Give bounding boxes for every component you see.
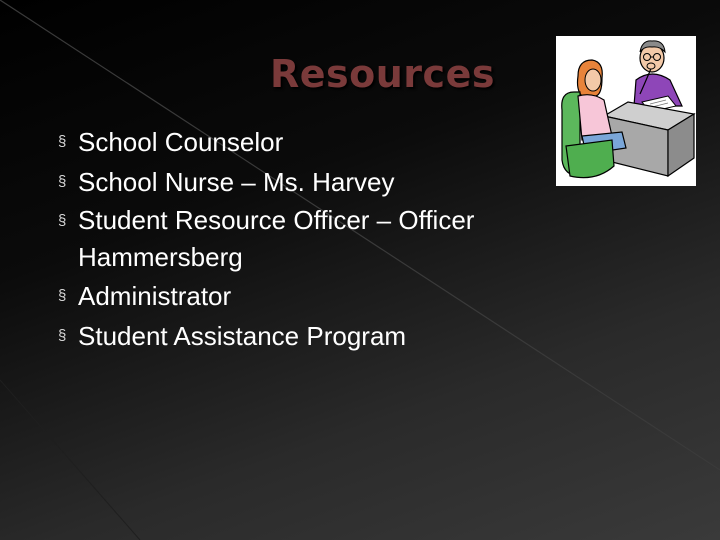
bullet-text: Administrator	[78, 281, 232, 311]
bullet-list	[58, 122, 538, 356]
bullet-marker: §	[58, 287, 67, 304]
bullet-marker: §	[58, 133, 67, 150]
bullet-text: School Nurse – Ms. Harvey	[78, 167, 395, 197]
bullet-item	[58, 202, 538, 276]
bullet-marker: §	[58, 212, 67, 229]
bullet-text: Student Resource Officer – Officer Hammersberg	[78, 205, 475, 272]
bullet-marker: §	[58, 327, 67, 344]
bullet-text: School Counselor	[78, 127, 284, 157]
bullet-item	[58, 276, 538, 316]
slide-title: Resources	[270, 52, 495, 96]
bullet-marker: §	[58, 173, 67, 190]
bullet-text: Student Assistance Program	[78, 321, 407, 351]
bullet-item	[58, 162, 538, 202]
bullet-item	[58, 316, 538, 356]
bullet-item	[58, 122, 538, 162]
counseling-meeting-clipart	[556, 36, 696, 186]
